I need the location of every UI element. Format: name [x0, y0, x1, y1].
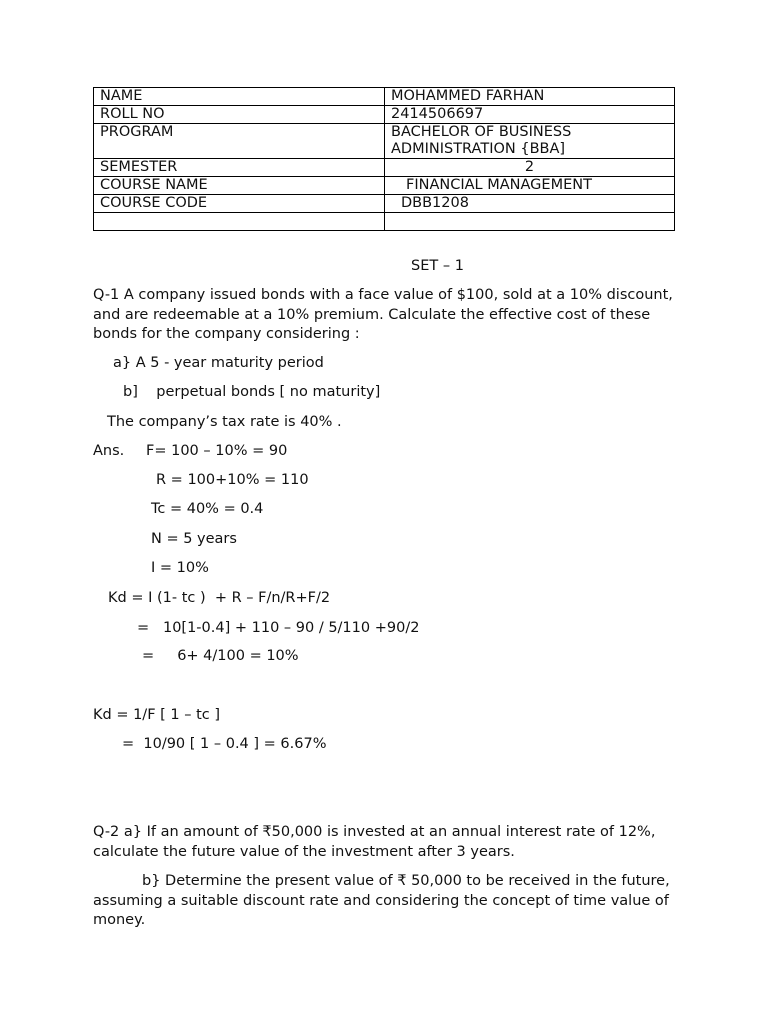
info-label-empty	[94, 213, 385, 231]
info-value-program: BACHELOR OF BUSINESS ADMINISTRATION {BBA]	[385, 124, 675, 159]
answer-i-line: I = 10%	[151, 560, 209, 576]
info-value-course-code: DBB1208	[385, 195, 675, 213]
table-row	[94, 177, 675, 195]
table-row	[94, 213, 675, 231]
table-row	[94, 106, 675, 124]
info-value-roll-no: 2414506697	[385, 106, 675, 124]
q2-part-a: Q-2 a} If an amount of ₹50,000 is invested at an annual interest rate of 12%, calculate the future value of the investment after 3 years.	[93, 824, 656, 860]
q1-part-b: b] perpetual bonds [ no maturity]	[123, 384, 381, 400]
info-label-semester: SEMESTER	[94, 159, 385, 177]
kd-perpetual-formula: Kd = 1/F [ 1 – tc ]	[93, 707, 221, 723]
student-info-table	[93, 87, 675, 231]
answer-n-line: N = 5 years	[151, 531, 237, 547]
kd-perpetual-result: = 10/90 [ 1 – 0.4 ] = 6.67%	[122, 736, 327, 752]
answer-prefix: Ans.	[93, 443, 125, 459]
info-label-name: NAME	[94, 88, 385, 106]
table-row	[94, 88, 675, 106]
answer-r-line: R = 100+10% = 110	[156, 472, 309, 488]
set-heading: SET – 1	[411, 258, 464, 274]
table-row	[94, 195, 675, 213]
info-label-roll-no: ROLL NO	[94, 106, 385, 124]
q1-part-a: a} A 5 - year maturity period	[113, 355, 324, 371]
q2-part-b: b} Determine the present value of ₹ 50,000 to be received in the future, assuming a suitable discount rate and considering the concept of time value of money.	[93, 873, 670, 928]
table-row	[94, 124, 675, 159]
info-value-name: MOHAMMED FARHAN	[385, 88, 675, 106]
info-label-course-code: COURSE CODE	[94, 195, 385, 213]
kd-formula: Kd = I (1- tc ) + R – F/n/R+F/2	[108, 590, 331, 606]
q1-tax-note: The company’s tax rate is 40% .	[107, 414, 342, 430]
kd-step-1: = 10[1-0.4] + 110 – 90 / 5/110 +90/2	[137, 620, 420, 636]
info-value-empty	[385, 213, 675, 231]
q1-question: Q-1 A company issued bonds with a face value of $100, sold at a 10% discount, and are redeemable at a 10% premium. Calculate the effective cost of these bonds for the company considering :	[93, 287, 673, 342]
table-row	[94, 159, 675, 177]
info-value-course-name: FINANCIAL MANAGEMENT	[385, 177, 675, 195]
info-label-program: PROGRAM	[94, 124, 385, 159]
info-value-semester: 2	[385, 159, 675, 177]
kd-step-2: = 6+ 4/100 = 10%	[142, 648, 299, 664]
answer-f-line: F= 100 – 10% = 90	[146, 443, 288, 459]
answer-tc-line: Tc = 40% = 0.4	[151, 501, 264, 517]
info-label-course-name: COURSE NAME	[94, 177, 385, 195]
